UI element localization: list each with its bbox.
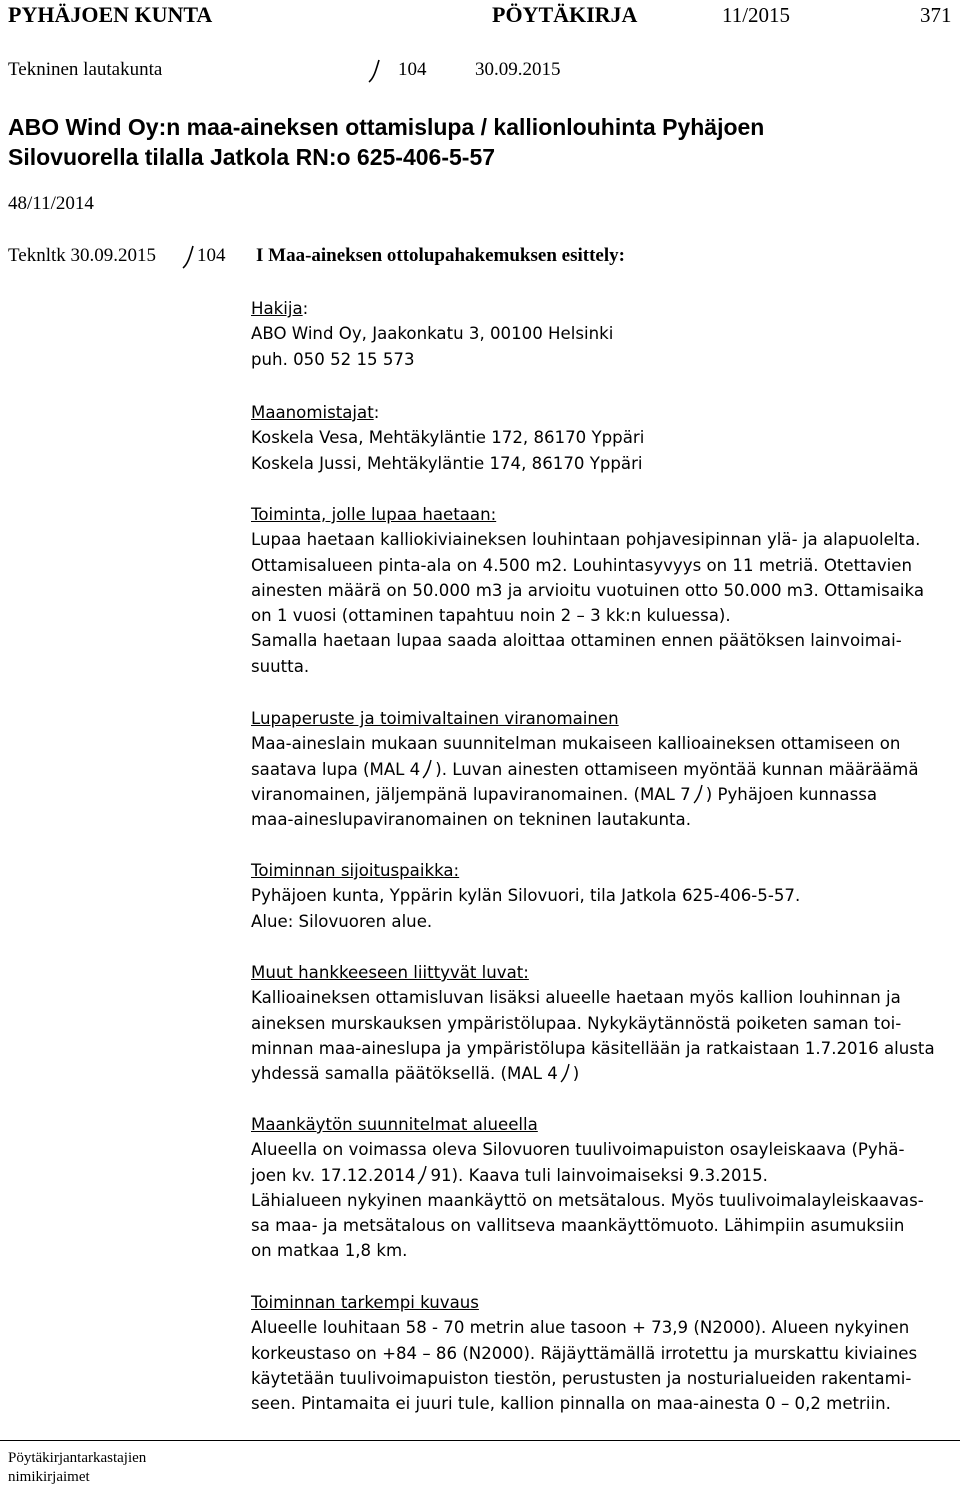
owner-line: Koskela Jussi, Mehtäkyläntie 174, 86170 Yppäri — [251, 453, 643, 473]
meeting-section: 104 — [197, 245, 226, 266]
location-label: Toiminnan sijoituspaikka: — [251, 861, 460, 880]
activity-line: ainesten määrä on 50.000 m3 ja arvioitu vuotuinen otto 50.000 m3. Ottamisaika — [251, 580, 925, 600]
applicant-label: Hakija — [251, 299, 303, 318]
authority-section: Lupaperuste ja toimivaltainen viranomainen Maa-aineslain mukaan suunnitelman mukaiseen kallioaineksen ottamiseen on saatava lupa (MAL 4 ). Luvan ainesten ottamiseen myöntää kunnan määräämä viranomainen, jäljempänä lupaviranomainen. (MAL 7 ) Pyhäjoen kunnassa maa-aineslupaviranomainen on tekninen lautakunta. — [251, 706, 957, 832]
activity-line: Ottamisalueen pinta-ala on 4.500 m2. Louhintasyvyys on 11 metriä. Otettavien — [251, 555, 912, 575]
footer-label-line-1: Pöytäkirjantarkastajien — [8, 1450, 147, 1466]
footer-label-line-2: nimikirjaimet — [8, 1469, 90, 1485]
meeting-reference: Teknltk 30.09.2015 — [8, 245, 157, 266]
applicant-section: Hakija: ABO Wind Oy, Jaakonkatu 3, 00100 Helsinki puh. 050 52 15 573 — [251, 296, 957, 372]
other-permits-section: Muut hankkeeseen liittyvät luvat: Kallioaineksen ottamisluvan lisäksi alueelle haetaan myös kallion louhinnan ja aineksen murskauksen ympäristölupaa. Nykykäytännöstä poiketen saman toi- minnan maa-aineslupa ja ympäristölupa käsitellään ja ratkaistaan 1.7.2016 alusta yhdessä samalla päätöksellä. (MAL 4 ) — [251, 960, 957, 1086]
document-type: PÖYTÄKIRJA — [492, 2, 638, 27]
description-section: Toiminnan tarkempi kuvaus Alueelle louhitaan 58 - 70 metrin alue tasoon + 73,9 (N2000). Alueen nykyinen korkeustaso on +84 – 86 (N2000). Räjäyttämällä irrotettu ja murskattu kiviaines käytetään tuulivoimapuiston tiestön, perustusten ja nosturialueiden rakentami- seen. Pintamaita ei juuri tule, kallion pinnalla on maa-ainesta 0 – 0,2 metriin. — [251, 1290, 957, 1416]
activity-section — [251, 502, 957, 679]
owners-label: Maanomistajat — [251, 403, 374, 422]
other-permits-label: Muut hankkeeseen liittyvät luvat: — [251, 963, 529, 982]
municipality-name: PYHÄJOEN KUNTA — [8, 2, 213, 27]
document-title-line-1: ABO Wind Oy:n maa-aineksen ottamislupa / kallionlouhinta Pyhäjoen — [8, 114, 765, 140]
section-sign-icon — [417, 1165, 428, 1185]
issue-number: 11/2015 — [722, 3, 791, 27]
section-number: 104 — [398, 59, 427, 80]
section-sign-icon — [182, 244, 196, 270]
activity-line: Lupaa haetaan kalliokiviaineksen louhintaan pohjavesipinnan ylä- ja alapuolelta. — [251, 530, 921, 550]
land-use-label: Maankäytön suunnitelmat alueella — [251, 1115, 538, 1134]
owner-line: Koskela Vesa, Mehtäkyläntie 172, 86170 Yppäri — [251, 428, 645, 448]
meeting-date: 30.09.2015 — [475, 59, 561, 80]
board-name: Tekninen lautakunta — [8, 59, 163, 80]
authority-label: Lupaperuste ja toimivaltainen viranomainen — [251, 709, 619, 728]
activity-label: Toiminta, jolle lupaa haetaan: — [251, 505, 497, 524]
page-number: 371 — [920, 3, 952, 27]
activity-line: on 1 vuosi (ottaminen tapahtuu noin 2 – 3 kk:n kuluessa). — [251, 606, 731, 626]
footer-divider — [0, 1440, 960, 1441]
section-sign-icon — [422, 759, 433, 779]
location-section: Toiminnan sijoituspaikka: Pyhäjoen kunta, Yppärin kylän Silovuori, tila Jatkola 625-406-5-57. Alue: Silovuoren alue. — [251, 858, 957, 934]
activity-line: suutta. — [251, 656, 310, 676]
applicant-line: ABO Wind Oy, Jaakonkatu 3, 00100 Helsinki — [251, 324, 614, 344]
description-label: Toiminnan tarkempi kuvaus — [251, 1293, 479, 1312]
land-use-section: Maankäytön suunnitelmat alueella Alueella on voimassa oleva Silovuoren tuulivoimapuiston osayleiskaava (Pyhä- joen kv. 17.12.2014 91). Kaava tuli lainvoimaiseksi 9.3.2015. Lähialueen nykyinen maankäyttö on metsätalous. Myös tuulivoimalayleiskaavas- sa maa- ja metsätalous on vallitseva maankäyttömuoto. Lähimpiin asumuksiin on matkaa 1,8 km. — [251, 1112, 957, 1264]
activity-line: Samalla haetaan lupaa saada aloittaa ottaminen ennen päätöksen lainvoimai- — [251, 631, 902, 651]
meeting-heading: I Maa-aineksen ottolupahakemuksen esittely: — [256, 245, 625, 266]
document-title-line-2: Silovuorella tilalla Jatkola RN:o 625-406-5-57 — [8, 144, 496, 170]
applicant-line: puh. 050 52 15 573 — [251, 349, 415, 369]
owners-section: Maanomistajat: Koskela Vesa, Mehtäkyläntie 172, 86170 Yppäri Koskela Jussi, Mehtäkyläntie 174, 86170 Yppäri — [251, 400, 957, 476]
case-number: 48/11/2014 — [8, 193, 94, 214]
section-sign-icon — [368, 58, 382, 84]
section-sign-icon — [693, 784, 704, 804]
section-sign-icon — [560, 1063, 571, 1083]
